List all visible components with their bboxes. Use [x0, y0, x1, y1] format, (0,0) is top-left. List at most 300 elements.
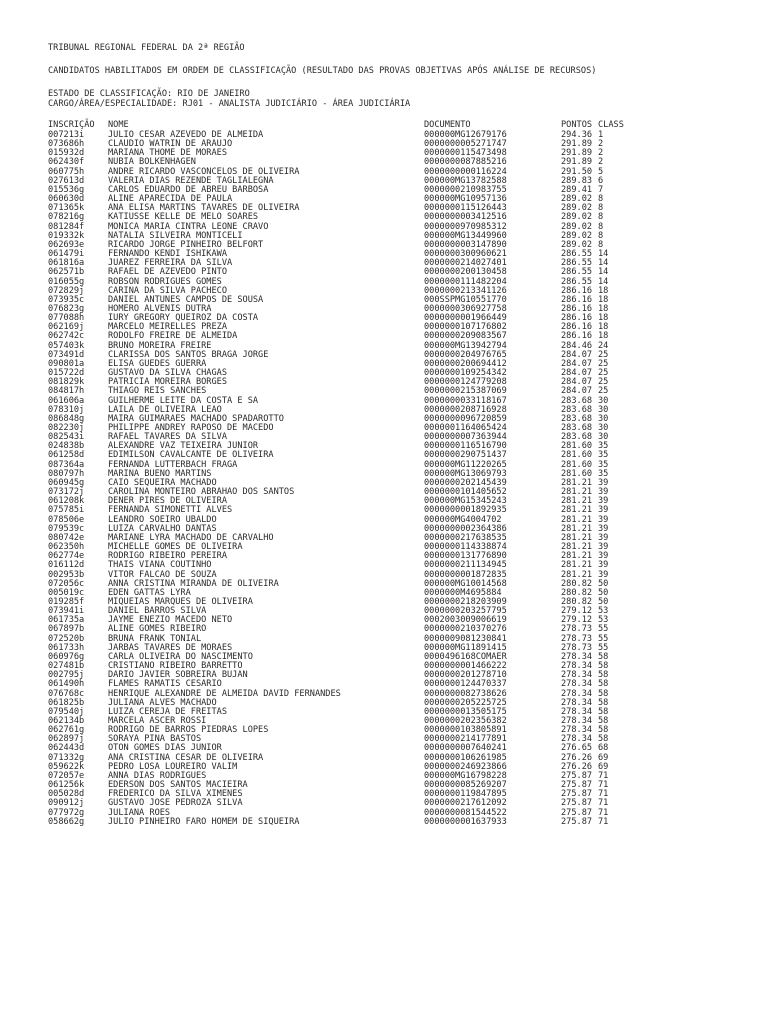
cell-nome: THIAGO REIS SANCHES: [108, 386, 207, 397]
cell-pontos: 278.34: [561, 706, 593, 717]
cell-documento: 0000000033118167: [424, 395, 507, 406]
cell-inscricao: 073686h: [48, 139, 85, 150]
cell-inscricao: 079539c: [48, 523, 85, 534]
cell-documento: 000000MG15345243: [424, 496, 507, 507]
cell-inscricao: 078216g: [48, 212, 85, 223]
cell-inscricao: 073491d: [48, 349, 85, 360]
cell-documento: 0000000218203909: [424, 596, 507, 607]
cell-nome: HOMERO ALVENIS DUTRA: [108, 303, 212, 314]
cell-nome: HENRIQUE ALEXANDRE DE ALMEIDA DAVID FERNANDES: [108, 688, 341, 699]
classification-state: ESTADO DE CLASSIFICAÇÃO: RIO DE JANEIRO: [48, 89, 250, 99]
cell-inscricao: 062169j: [48, 322, 85, 333]
cell-class: 14: [598, 276, 609, 287]
cell-pontos: 278.34: [561, 688, 593, 699]
cell-nome: RAFAEL DE AZEVEDO PINTO: [108, 267, 227, 278]
cell-class: 35: [598, 441, 609, 452]
cell-documento: 000000MG13069793: [424, 468, 507, 479]
cell-pontos: 283.68: [561, 423, 593, 433]
cell-nome: ANA ELISA MARTINS TAVARES DE OLIVEIRA: [108, 203, 300, 214]
cell-documento: 0000496168COMAER: [424, 651, 507, 662]
cell-class: 7: [598, 184, 604, 195]
cell-class: 30: [598, 404, 609, 415]
cell-documento: 0000000204976765: [424, 349, 507, 360]
cell-pontos: 275.87: [561, 807, 593, 818]
cell-class: 18: [598, 331, 609, 342]
cell-inscricao: 062443d: [48, 743, 85, 754]
cell-pontos: 281.60: [561, 459, 593, 470]
cell-inscricao: 077088h: [48, 313, 85, 324]
cell-pontos: 281.21: [561, 514, 593, 525]
cell-documento: 0000000214027401: [424, 258, 507, 269]
cell-documento: 0000000214177891: [424, 734, 507, 745]
cell-nome: EDERSON DOS SANTOS MACIEIRA: [108, 780, 248, 791]
cell-pontos: 286.16: [561, 331, 593, 342]
cell-inscricao: 081284f: [48, 221, 85, 232]
cell-nome: FLAMES RAMATIS CESARIO: [108, 679, 222, 690]
cell-pontos: 289.41: [561, 184, 593, 195]
cell-documento: 000000MG10014568: [424, 578, 507, 589]
cell-inscricao: 073935c: [48, 294, 85, 305]
cell-inscricao: 075785i: [48, 505, 85, 516]
cell-inscricao: 061258d: [48, 450, 85, 461]
cell-nome: RICARDO JORGE PINHEIRO BELFORT: [108, 239, 264, 250]
cell-class: 14: [598, 267, 609, 278]
cell-inscricao: 082543i: [48, 432, 85, 443]
cell-pontos: 294.36: [561, 130, 593, 140]
cell-class: 18: [598, 294, 609, 305]
cell-nome: LAILA DE OLIVEIRA LEAO: [108, 404, 222, 415]
cell-class: 35: [598, 468, 609, 479]
cell-inscricao: 080797h: [48, 468, 85, 479]
cell-inscricao: 061816a: [48, 258, 85, 269]
cell-inscricao: 086848g: [48, 413, 85, 424]
cell-class: 71: [598, 780, 609, 791]
cell-class: 18: [598, 313, 609, 324]
cell-pontos: 283.68: [561, 432, 593, 443]
cell-pontos: 283.68: [561, 395, 593, 406]
cell-inscricao: 090801a: [48, 358, 85, 369]
cell-documento: 0000000246923866: [424, 761, 507, 772]
cell-inscricao: 027481b: [48, 661, 85, 672]
cell-pontos: 278.73: [561, 633, 593, 644]
cell-inscricao: 002795j: [48, 670, 85, 681]
cell-inscricao: 090912j: [48, 798, 85, 809]
cell-inscricao: 062774e: [48, 551, 85, 562]
cell-class: 58: [598, 706, 609, 717]
cell-class: 8: [598, 221, 604, 232]
cell-inscricao: 071365k: [48, 203, 85, 214]
cell-pontos: 281.21: [561, 532, 593, 543]
cell-pontos: 286.16: [561, 294, 593, 305]
cell-documento: 0000000203257795: [424, 606, 507, 617]
cell-documento: 0000000000116224: [424, 166, 507, 177]
cell-nome: BRUNA FRANK TONIAL: [108, 633, 202, 644]
cell-nome: SORAYA PINA BASTOS: [108, 734, 202, 745]
cell-documento: 0000000208716928: [424, 404, 507, 415]
cell-pontos: 275.87: [561, 798, 593, 809]
cell-inscricao: 027613d: [48, 175, 85, 186]
cell-documento: 000SSPMG10551770: [424, 294, 507, 305]
cell-class: 58: [598, 670, 609, 681]
table-body: [48, 131, 738, 827]
cell-class: 55: [598, 624, 609, 635]
cell-inscricao: 016112d: [48, 560, 85, 571]
cell-pontos: 289.02: [561, 230, 593, 241]
cell-class: 68: [598, 743, 609, 754]
cell-class: 30: [598, 395, 609, 406]
cell-documento: 0000000101405652: [424, 487, 507, 498]
cell-class: 25: [598, 349, 609, 360]
cell-documento: 0000000210370276: [424, 624, 507, 635]
cell-nome: MARCELA ASCER ROSSI: [108, 716, 207, 726]
cell-documento: 0000000115473498: [424, 148, 507, 159]
cell-class: 8: [598, 194, 604, 205]
cell-documento: 0000000202356382: [424, 716, 507, 726]
cell-documento: 0000000001966449: [424, 313, 507, 324]
cell-nome: GUSTAVO DA SILVA CHAGAS: [108, 368, 227, 379]
cell-inscricao: 059622k: [48, 761, 85, 772]
cell-nome: MAIRA GUIMARAES MACHADO SPADAROTTO: [108, 413, 284, 424]
cell-pontos: 280.82: [561, 596, 593, 607]
document-title: CANDIDATOS HABILITADOS EM ORDEM DE CLASSIFICAÇÃO (RESULTADO DAS PROVAS OBJETIVAS APÓS ANÁLISE DE RECURSOS): [48, 66, 597, 76]
cell-class: 30: [598, 423, 609, 433]
cell-nome: DARIO JAVIER SOBREIRA BUJAN: [108, 670, 248, 681]
cell-inscricao: 062761g: [48, 725, 85, 736]
cell-documento: 0000000970985312: [424, 221, 507, 232]
cell-nome: ANA CRISTINA CESAR DE OLIVEIRA: [108, 752, 264, 763]
cell-documento: 0000000001872835: [424, 569, 507, 580]
cell-documento: 0000000200130458: [424, 267, 507, 278]
cell-documento: 000000MG12679176: [424, 130, 507, 140]
cell-documento: 0000000087885216: [424, 157, 507, 168]
cell-pontos: 286.55: [561, 267, 593, 278]
cell-pontos: 278.73: [561, 642, 593, 653]
cell-documento: 0000000007640241: [424, 743, 507, 754]
cell-nome: RAFAEL TAVARES DA SILVA: [108, 432, 227, 443]
cell-documento: 0000000085269207: [424, 780, 507, 791]
cell-nome: CAROLINA MONTEIRO ABRAHAO DOS SANTOS: [108, 487, 295, 498]
cell-documento: 0000000115126443: [424, 203, 507, 214]
cell-documento: 0000000124470337: [424, 679, 507, 690]
cell-nome: FREDERICO DA SILVA XIMENES: [108, 789, 243, 800]
table-row: [48, 818, 738, 827]
cell-documento: 0000000213341126: [424, 285, 507, 296]
cell-class: 39: [598, 532, 609, 543]
cell-pontos: 281.21: [561, 569, 593, 580]
cell-documento: 0000000007363944: [424, 432, 507, 443]
cell-pontos: 278.34: [561, 734, 593, 745]
cell-pontos: 289.02: [561, 212, 593, 223]
cell-nome: NATALIA SILVEIRA MONTICELI: [108, 230, 243, 241]
cell-pontos: 281.21: [561, 496, 593, 507]
cell-pontos: 276.26: [561, 752, 593, 763]
cell-documento: 0000000107176802: [424, 322, 507, 333]
cell-nome: RODRIGO RIBEIRO PEREIRA: [108, 551, 227, 562]
cell-pontos: 283.68: [561, 404, 593, 415]
cell-nome: JULIANA ALVES MACHADO: [108, 697, 217, 708]
cell-class: 6: [598, 175, 604, 186]
cell-pontos: 281.21: [561, 505, 593, 516]
cell-inscricao: 076823g: [48, 303, 85, 314]
cell-inscricao: 067897b: [48, 624, 85, 635]
cell-nome: LUIZA CEREJA DE FREITAS: [108, 706, 227, 717]
cell-inscricao: 073941i: [48, 606, 85, 617]
cell-class: 25: [598, 368, 609, 379]
cell-pontos: 281.21: [561, 551, 593, 562]
cell-nome: MARIANA THOME DE MORAES: [108, 148, 227, 159]
cell-pontos: 289.02: [561, 194, 593, 205]
cell-pontos: 289.02: [561, 239, 593, 250]
cell-nome: ALEXANDRE VAZ TEIXEIRA JUNIOR: [108, 441, 259, 452]
cell-inscricao: 060775h: [48, 166, 85, 177]
cell-nome: CLAUDIO WATRIN DE ARAUJO: [108, 139, 233, 150]
cell-inscricao: 072520b: [48, 633, 85, 644]
cell-pontos: 275.87: [561, 789, 593, 800]
col-header-pontos: PONTOS: [561, 120, 593, 130]
cell-nome: ANNA DIAS RODRIGUES: [108, 770, 207, 781]
cell-nome: LEANDRO SOEIRO UBALDO: [108, 514, 217, 525]
cell-class: 35: [598, 450, 609, 461]
cell-documento: 0000000209083567: [424, 331, 507, 342]
cell-documento: 000000MG11891415: [424, 642, 507, 653]
cell-nome: PHILIPPE ANDREY RAPOSO DE MACEDO: [108, 423, 274, 433]
cell-pontos: 284.07: [561, 386, 593, 397]
cell-documento: 0000000003147890: [424, 239, 507, 250]
cell-pontos: 280.82: [561, 578, 593, 589]
cell-documento: 000000MG13942794: [424, 340, 507, 351]
cell-nome: JULIO PINHEIRO FARO HOMEM DE SIQUEIRA: [108, 816, 300, 827]
cell-documento: 0000000131776890: [424, 551, 507, 562]
cell-inscricao: 079540j: [48, 706, 85, 717]
cell-class: 39: [598, 477, 609, 488]
cell-inscricao: 061490h: [48, 679, 85, 690]
cell-documento: 0000000001637933: [424, 816, 507, 827]
cell-inscricao: 073172j: [48, 487, 85, 498]
cell-pontos: 281.21: [561, 477, 593, 488]
cell-pontos: 279.12: [561, 606, 593, 617]
cell-class: 8: [598, 239, 604, 250]
cell-class: 50: [598, 578, 609, 589]
cell-pontos: 281.21: [561, 542, 593, 553]
cell-documento: 0000000013505175: [424, 706, 507, 717]
cell-nome: MARIANE LYRA MACHADO DE CARVALHO: [108, 532, 274, 543]
cell-pontos: 284.46: [561, 340, 593, 351]
cell-nome: EDIMILSON CAVALCANTE DE OLIVEIRA: [108, 450, 274, 461]
cell-nome: GUILHERME LEITE DA COSTA E SA: [108, 395, 259, 406]
cell-inscricao: 061735a: [48, 615, 85, 626]
cell-documento: 0000000215387069: [424, 386, 507, 397]
cell-pontos: 275.87: [561, 780, 593, 791]
cell-nome: ALINE APARECIDA DE PAULA: [108, 194, 233, 205]
court-name: TRIBUNAL REGIONAL FEDERAL DA 2ª REGIÃO: [48, 43, 245, 53]
cell-class: 2: [598, 139, 604, 150]
cell-class: 50: [598, 587, 609, 598]
cell-documento: 000000MG13449960: [424, 230, 507, 241]
cell-class: 58: [598, 661, 609, 672]
cell-documento: 0000000211134945: [424, 560, 507, 571]
cell-pontos: 291.89: [561, 139, 593, 150]
cell-pontos: 278.73: [561, 624, 593, 635]
cell-pontos: 286.55: [561, 258, 593, 269]
cell-documento: 0000001164065424: [424, 423, 507, 433]
cell-nome: LUIZA CARVALHO DANTAS: [108, 523, 217, 534]
cell-class: 69: [598, 761, 609, 772]
cell-nome: JULIANA ROES: [108, 807, 171, 818]
cell-documento: 000000MG11220265: [424, 459, 507, 470]
cell-documento: 0000000001466222: [424, 661, 507, 672]
cell-pontos: 281.21: [561, 560, 593, 571]
cell-inscricao: 082230j: [48, 423, 85, 433]
cell-pontos: 281.60: [561, 450, 593, 461]
cell-pontos: 276.65: [561, 743, 593, 754]
cell-nome: JAYME ENEZIO MACEDO NETO: [108, 615, 233, 626]
cell-class: 14: [598, 258, 609, 269]
cell-pontos: 278.34: [561, 661, 593, 672]
cell-class: 8: [598, 212, 604, 223]
results-table: [48, 121, 738, 827]
cell-class: 18: [598, 303, 609, 314]
cell-inscricao: 016055g: [48, 276, 85, 287]
cell-inscricao: 062897j: [48, 734, 85, 745]
cell-class: 18: [598, 322, 609, 333]
cell-documento: 0000000003412516: [424, 212, 507, 223]
cell-class: 58: [598, 651, 609, 662]
cell-class: 55: [598, 633, 609, 644]
col-header-inscricao: INSCRIÇÃO: [48, 120, 95, 130]
cell-nome: JARBAS TAVARES DE MORAES: [108, 642, 233, 653]
cell-pontos: 291.50: [561, 166, 593, 177]
cell-documento: 0000000106261985: [424, 752, 507, 763]
cell-pontos: 281.60: [561, 468, 593, 479]
cell-class: 53: [598, 615, 609, 626]
cell-documento: 0000000210983755: [424, 184, 507, 195]
cell-nome: FERNANDA SIMONETTI ALVES: [108, 505, 233, 516]
cell-nome: ELISA GUEDES GUERRA: [108, 358, 207, 369]
cell-documento: 0000000119847895: [424, 789, 507, 800]
cell-pontos: 291.89: [561, 157, 593, 168]
cell-nome: RODRIGO DE BARROS PIEDRAS LOPES: [108, 725, 269, 736]
cell-inscricao: 061256k: [48, 780, 85, 791]
cell-class: 58: [598, 697, 609, 708]
cell-pontos: 289.02: [561, 221, 593, 232]
cell-inscricao: 062134b: [48, 716, 85, 726]
cell-pontos: 278.34: [561, 651, 593, 662]
cell-nome: CARLOS EDUARDO DE ABREU BARBOSA: [108, 184, 269, 195]
cell-nome: DANIEL BARROS SILVA: [108, 606, 207, 617]
cell-inscricao: 061479i: [48, 249, 85, 260]
cell-inscricao: 015536g: [48, 184, 85, 195]
cell-nome: OTON GOMES DIAS JUNIOR: [108, 743, 222, 754]
cell-nome: JUAREZ FERREIRA DA SILVA: [108, 258, 233, 269]
cell-class: 71: [598, 816, 609, 827]
cell-pontos: 278.34: [561, 716, 593, 726]
cell-inscricao: 061733h: [48, 642, 85, 653]
cell-documento: 0000000005271747: [424, 139, 507, 150]
position-specialty: CARGO/ÁREA/ESPECIALIDADE: RJ01 - ANALISTA JUDICIÁRIO - ÁREA JUDICIÁRIA: [48, 99, 411, 109]
cell-inscricao: 071332g: [48, 752, 85, 763]
cell-nome: MARINA BUENO MARTINS: [108, 468, 212, 479]
cell-inscricao: 002953b: [48, 569, 85, 580]
cell-class: 39: [598, 560, 609, 571]
cell-inscricao: 077972g: [48, 807, 85, 818]
col-header-nome: NOME: [108, 120, 129, 130]
cell-pontos: 281.60: [561, 441, 593, 452]
cell-documento: 0000000096720859: [424, 413, 507, 424]
cell-nome: PATRICIA MOREIRA BORGES: [108, 377, 227, 388]
cell-pontos: 286.16: [561, 313, 593, 324]
cell-inscricao: 072056c: [48, 578, 85, 589]
cell-class: 25: [598, 377, 609, 388]
cell-pontos: 284.07: [561, 358, 593, 369]
cell-class: 1: [598, 130, 604, 140]
cell-inscricao: 005019c: [48, 587, 85, 598]
cell-pontos: 284.07: [561, 377, 593, 388]
cell-nome: KATIUSSE KELLE DE MELO SOARES: [108, 212, 259, 223]
cell-nome: FERNANDO KENDI ISHIKAWA: [108, 249, 227, 260]
cell-inscricao: 061606a: [48, 395, 85, 406]
cell-inscricao: 078506e: [48, 514, 85, 525]
cell-nome: GUSTAVO JOSE PEDROZA SILVA: [108, 798, 243, 809]
cell-documento: 0000000202145439: [424, 477, 507, 488]
cell-pontos: 279.12: [561, 615, 593, 626]
cell-documento: 000000MG10957136: [424, 194, 507, 205]
cell-inscricao: 062693e: [48, 239, 85, 250]
cell-documento: 0000000M4695884: [424, 587, 502, 598]
cell-class: 71: [598, 807, 609, 818]
cell-inscricao: 062742c: [48, 331, 85, 342]
cell-inscricao: 062350h: [48, 542, 85, 553]
cell-nome: ANDRE RICARDO VASCONCELOS DE OLIVEIRA: [108, 166, 300, 177]
cell-pontos: 278.34: [561, 679, 593, 690]
cell-documento: 0000000306927758: [424, 303, 507, 314]
cell-pontos: 291.89: [561, 148, 593, 159]
cell-class: 58: [598, 688, 609, 699]
cell-inscricao: 007213i: [48, 130, 85, 140]
cell-inscricao: 060945g: [48, 477, 85, 488]
cell-class: 58: [598, 725, 609, 736]
cell-pontos: 286.16: [561, 285, 593, 296]
cell-documento: 0000000103805891: [424, 725, 507, 736]
cell-class: 30: [598, 413, 609, 424]
cell-documento: 0002003009006619: [424, 615, 507, 626]
cell-nome: JULIO CESAR AZEVEDO DE ALMEIDA: [108, 130, 264, 140]
cell-documento: 0000000111482204: [424, 276, 507, 287]
cell-nome: ALINE GOMES RIBEIRO: [108, 624, 207, 635]
cell-documento: 0000000082738626: [424, 688, 507, 699]
cell-nome: VITOR FALCAO DE SOUZA: [108, 569, 217, 580]
cell-class: 14: [598, 249, 609, 260]
cell-inscricao: 078310j: [48, 404, 85, 415]
cell-pontos: 286.16: [561, 322, 593, 333]
cell-nome: ROBSON RODRIGUES GOMES: [108, 276, 222, 287]
cell-nome: DANIEL ANTUNES CAMPOS DE SOUSA: [108, 294, 264, 305]
cell-inscricao: 019332k: [48, 230, 85, 241]
cell-nome: CRISTIANO RIBEIRO BARRETTO: [108, 661, 243, 672]
cell-documento: 0000000002364386: [424, 523, 507, 534]
cell-documento: 0000000109254342: [424, 368, 507, 379]
cell-pontos: 278.34: [561, 697, 593, 708]
cell-inscricao: 060630d: [48, 194, 85, 205]
cell-class: 39: [598, 569, 609, 580]
cell-class: 58: [598, 734, 609, 745]
col-header-documento: DOCUMENTO: [424, 120, 471, 130]
cell-pontos: 286.16: [561, 303, 593, 314]
cell-nome: RODOLFO FREIRE DE ALMEIDA: [108, 331, 238, 342]
cell-inscricao: 072057e: [48, 770, 85, 781]
cell-inscricao: 087364a: [48, 459, 85, 470]
cell-pontos: 289.83: [561, 175, 593, 186]
cell-nome: VALERIA DIAS REZENDE TAGLIALEGNA: [108, 175, 274, 186]
